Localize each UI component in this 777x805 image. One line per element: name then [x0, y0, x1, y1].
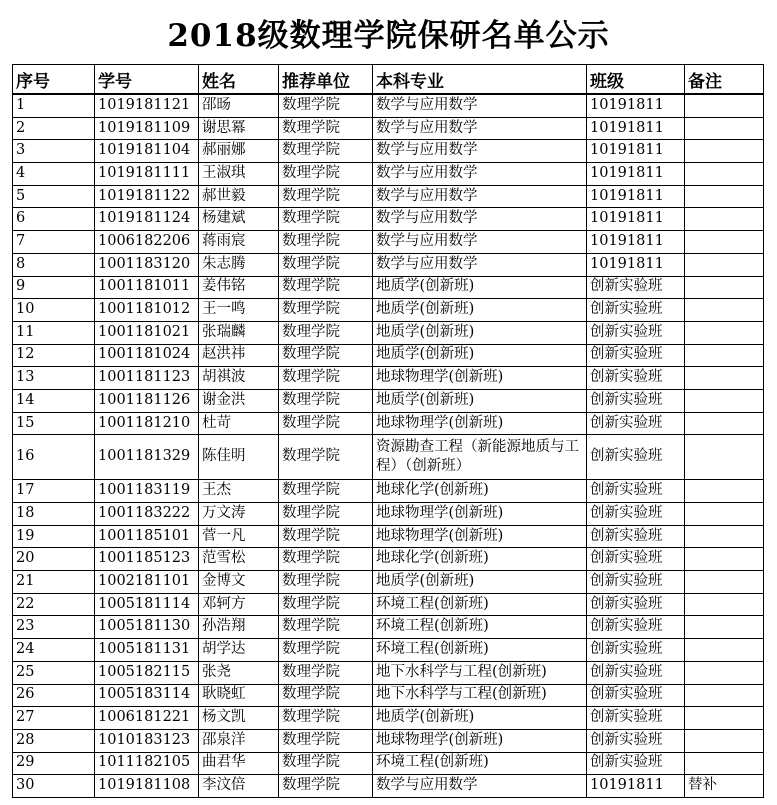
cell-name: 谢金洪: [199, 389, 279, 412]
cell-class: 创新实验班: [587, 321, 685, 344]
header-note: 备注: [685, 65, 764, 95]
cell-seq: 17: [13, 480, 95, 503]
cell-seq: 20: [13, 548, 95, 571]
cell-student-id: 1001181021: [95, 321, 199, 344]
cell-note: [685, 299, 764, 322]
cell-major: 地下水科学与工程(创新班): [373, 684, 587, 707]
cell-class: 创新实验班: [587, 412, 685, 435]
cell-major: 地球物理学(创新班): [373, 412, 587, 435]
table-row: [13, 639, 764, 662]
cell-class: 创新实验班: [587, 593, 685, 616]
cell-seq: 11: [13, 321, 95, 344]
cell-student-id: 1001181123: [95, 367, 199, 390]
cell-name: 邵旸: [199, 94, 279, 117]
cell-note: [685, 480, 764, 503]
cell-unit: 数理学院: [279, 367, 373, 390]
cell-class: 创新实验班: [587, 299, 685, 322]
cell-seq: 29: [13, 752, 95, 775]
cell-note: [685, 525, 764, 548]
cell-student-id: 1010183123: [95, 729, 199, 752]
cell-unit: 数理学院: [279, 616, 373, 639]
cell-unit: 数理学院: [279, 276, 373, 299]
cell-name: 金博文: [199, 571, 279, 594]
cell-seq: 28: [13, 729, 95, 752]
cell-name: 王一鸣: [199, 299, 279, 322]
cell-student-id: 1001183119: [95, 480, 199, 503]
header-unit: 推荐单位: [279, 65, 373, 95]
cell-note: [685, 616, 764, 639]
cell-name: 邓轲方: [199, 593, 279, 616]
cell-student-id: 1005181131: [95, 639, 199, 662]
cell-major: 地质学(创新班): [373, 344, 587, 367]
cell-unit: 数理学院: [279, 412, 373, 435]
cell-major: 地球物理学(创新班): [373, 503, 587, 526]
cell-note: [685, 752, 764, 775]
table-row: [13, 412, 764, 435]
cell-major: 地质学(创新班): [373, 276, 587, 299]
cell-note: [685, 729, 764, 752]
cell-name: 胡祺波: [199, 367, 279, 390]
cell-class: 创新实验班: [587, 639, 685, 662]
cell-name: 朱志腾: [199, 253, 279, 276]
cell-name: 王淑琪: [199, 163, 279, 186]
table-row: [13, 775, 764, 798]
cell-student-id: 1001181012: [95, 299, 199, 322]
table-row: [13, 571, 764, 594]
cell-class: 创新实验班: [587, 684, 685, 707]
cell-seq: 24: [13, 639, 95, 662]
cell-note: [685, 163, 764, 186]
table-row: [13, 208, 764, 231]
cell-seq: 26: [13, 684, 95, 707]
cell-name: 郝丽娜: [199, 140, 279, 163]
cell-class: 创新实验班: [587, 276, 685, 299]
cell-seq: 4: [13, 163, 95, 186]
cell-seq: 15: [13, 412, 95, 435]
cell-name: 杜苛: [199, 412, 279, 435]
cell-class: 创新实验班: [587, 525, 685, 548]
cell-seq: 9: [13, 276, 95, 299]
cell-note: [685, 503, 764, 526]
cell-student-id: 1001181011: [95, 276, 199, 299]
table-row: [13, 661, 764, 684]
cell-name: 邵泉洋: [199, 729, 279, 752]
cell-seq: 7: [13, 231, 95, 254]
cell-seq: 14: [13, 389, 95, 412]
cell-major: 数学与应用数学: [373, 163, 587, 186]
cell-note: [685, 639, 764, 662]
cell-student-id: 1019181111: [95, 163, 199, 186]
cell-unit: 数理学院: [279, 707, 373, 730]
cell-class: 创新实验班: [587, 548, 685, 571]
cell-unit: 数理学院: [279, 117, 373, 140]
cell-student-id: 1019181108: [95, 775, 199, 798]
cell-major: 地质学(创新班): [373, 299, 587, 322]
cell-seq: 30: [13, 775, 95, 798]
cell-major: 数学与应用数学: [373, 185, 587, 208]
cell-unit: 数理学院: [279, 571, 373, 594]
cell-note: [685, 367, 764, 390]
cell-seq: 19: [13, 525, 95, 548]
table-row: [13, 684, 764, 707]
cell-unit: 数理学院: [279, 661, 373, 684]
cell-note: [685, 389, 764, 412]
cell-seq: 5: [13, 185, 95, 208]
cell-class: 创新实验班: [587, 707, 685, 730]
table-row: [13, 367, 764, 390]
cell-class: 创新实验班: [587, 729, 685, 752]
cell-unit: 数理学院: [279, 140, 373, 163]
table-row: [13, 389, 764, 412]
cell-unit: 数理学院: [279, 752, 373, 775]
cell-student-id: 1006181221: [95, 707, 199, 730]
cell-note: [685, 276, 764, 299]
cell-major: 环境工程(创新班): [373, 593, 587, 616]
cell-name: 赵洪祎: [199, 344, 279, 367]
cell-name: 蒋雨宸: [199, 231, 279, 254]
cell-note: [685, 321, 764, 344]
cell-class: 创新实验班: [587, 435, 685, 480]
cell-note: 替补: [685, 775, 764, 798]
cell-note: [685, 412, 764, 435]
cell-unit: 数理学院: [279, 299, 373, 322]
cell-student-id: 1002181101: [95, 571, 199, 594]
cell-major: 地质学(创新班): [373, 707, 587, 730]
cell-class: 创新实验班: [587, 367, 685, 390]
cell-major: 地质学(创新班): [373, 321, 587, 344]
table-row: [13, 321, 764, 344]
cell-note: [685, 661, 764, 684]
cell-seq: 3: [13, 140, 95, 163]
cell-unit: 数理学院: [279, 593, 373, 616]
cell-student-id: 1001181210: [95, 412, 199, 435]
cell-student-id: 1019181104: [95, 140, 199, 163]
table-header-row: [13, 65, 764, 95]
cell-class: 10191811: [587, 253, 685, 276]
cell-student-id: 1006182206: [95, 231, 199, 254]
cell-unit: 数理学院: [279, 344, 373, 367]
cell-student-id: 1019181124: [95, 208, 199, 231]
cell-class: 10191811: [587, 117, 685, 140]
cell-seq: 13: [13, 367, 95, 390]
table-row: [13, 503, 764, 526]
cell-unit: 数理学院: [279, 321, 373, 344]
cell-unit: 数理学院: [279, 435, 373, 480]
cell-unit: 数理学院: [279, 525, 373, 548]
cell-student-id: 1001185101: [95, 525, 199, 548]
cell-student-id: 1005181130: [95, 616, 199, 639]
table-row: [13, 593, 764, 616]
table-row: [13, 94, 764, 117]
cell-student-id: 1001181329: [95, 435, 199, 480]
table-row: [13, 140, 764, 163]
cell-name: 杨文凯: [199, 707, 279, 730]
header-class: 班级: [587, 65, 685, 95]
cell-major: 地下水科学与工程(创新班): [373, 661, 587, 684]
cell-name: 郝世毅: [199, 185, 279, 208]
cell-note: [685, 435, 764, 480]
table-row: [13, 253, 764, 276]
cell-name: 姜伟铭: [199, 276, 279, 299]
cell-unit: 数理学院: [279, 684, 373, 707]
cell-student-id: 1001181024: [95, 344, 199, 367]
table-row: [13, 548, 764, 571]
cell-note: [685, 548, 764, 571]
cell-unit: 数理学院: [279, 480, 373, 503]
cell-note: [685, 344, 764, 367]
cell-major: 地球物理学(创新班): [373, 367, 587, 390]
cell-name: 张瑞麟: [199, 321, 279, 344]
cell-note: [685, 253, 764, 276]
cell-seq: 12: [13, 344, 95, 367]
cell-name: 孙浩翔: [199, 616, 279, 639]
cell-seq: 10: [13, 299, 95, 322]
cell-class: 10191811: [587, 231, 685, 254]
header-student-id: 学号: [95, 65, 199, 95]
table-row: [13, 231, 764, 254]
header-name: 姓名: [199, 65, 279, 95]
cell-name: 张尧: [199, 661, 279, 684]
cell-major: 地球化学(创新班): [373, 548, 587, 571]
cell-major: 数学与应用数学: [373, 117, 587, 140]
cell-class: 创新实验班: [587, 480, 685, 503]
cell-seq: 1: [13, 94, 95, 117]
cell-seq: 25: [13, 661, 95, 684]
table-row: [13, 525, 764, 548]
cell-class: 创新实验班: [587, 389, 685, 412]
cell-name: 谢思冪: [199, 117, 279, 140]
cell-name: 王杰: [199, 480, 279, 503]
table-row: [13, 435, 764, 480]
cell-unit: 数理学院: [279, 729, 373, 752]
cell-major: 数学与应用数学: [373, 94, 587, 117]
cell-unit: 数理学院: [279, 775, 373, 798]
cell-note: [685, 684, 764, 707]
cell-student-id: 1019181122: [95, 185, 199, 208]
cell-major: 地球物理学(创新班): [373, 729, 587, 752]
cell-name: 李汶倍: [199, 775, 279, 798]
cell-major: 地球物理学(创新班): [373, 525, 587, 548]
cell-student-id: 1001183120: [95, 253, 199, 276]
cell-note: [685, 231, 764, 254]
cell-note: [685, 571, 764, 594]
cell-major: 地质学(创新班): [373, 389, 587, 412]
cell-class: 创新实验班: [587, 571, 685, 594]
cell-name: 杨建斌: [199, 208, 279, 231]
cell-class: 10191811: [587, 94, 685, 117]
cell-major: 数学与应用数学: [373, 253, 587, 276]
cell-major: 环境工程(创新班): [373, 639, 587, 662]
cell-class: 10191811: [587, 163, 685, 186]
cell-major: 地质学(创新班): [373, 571, 587, 594]
cell-unit: 数理学院: [279, 163, 373, 186]
cell-note: [685, 208, 764, 231]
table-row: [13, 276, 764, 299]
cell-student-id: 1001185123: [95, 548, 199, 571]
cell-class: 创新实验班: [587, 661, 685, 684]
cell-name: 曲君华: [199, 752, 279, 775]
cell-student-id: 1001183222: [95, 503, 199, 526]
cell-seq: 22: [13, 593, 95, 616]
cell-name: 胡学达: [199, 639, 279, 662]
cell-major: 资源勘查工程（新能源地质与工程）（创新班）: [373, 435, 587, 480]
cell-seq: 6: [13, 208, 95, 231]
cell-major: 环境工程(创新班): [373, 616, 587, 639]
cell-seq: 2: [13, 117, 95, 140]
cell-seq: 21: [13, 571, 95, 594]
recommendation-table: [12, 64, 764, 798]
cell-class: 创新实验班: [587, 344, 685, 367]
cell-unit: 数理学院: [279, 639, 373, 662]
cell-note: [685, 707, 764, 730]
table-row: [13, 185, 764, 208]
cell-unit: 数理学院: [279, 231, 373, 254]
cell-student-id: 1005182115: [95, 661, 199, 684]
cell-note: [685, 593, 764, 616]
cell-note: [685, 140, 764, 163]
cell-class: 10191811: [587, 140, 685, 163]
cell-unit: 数理学院: [279, 548, 373, 571]
cell-major: 环境工程(创新班): [373, 752, 587, 775]
table-row: [13, 299, 764, 322]
cell-seq: 16: [13, 435, 95, 480]
cell-student-id: 1005181114: [95, 593, 199, 616]
cell-name: 范雪松: [199, 548, 279, 571]
cell-class: 创新实验班: [587, 616, 685, 639]
cell-student-id: 1001181126: [95, 389, 199, 412]
table-row: [13, 729, 764, 752]
cell-note: [685, 94, 764, 117]
cell-name: 菅一凡: [199, 525, 279, 548]
cell-student-id: 1019181109: [95, 117, 199, 140]
table-row: [13, 616, 764, 639]
cell-name: 耿晓虹: [199, 684, 279, 707]
cell-unit: 数理学院: [279, 94, 373, 117]
cell-major: 数学与应用数学: [373, 775, 587, 798]
table-row: [13, 480, 764, 503]
cell-note: [685, 185, 764, 208]
table-row: [13, 752, 764, 775]
cell-class: 10191811: [587, 185, 685, 208]
cell-unit: 数理学院: [279, 503, 373, 526]
cell-student-id: 1019181121: [95, 94, 199, 117]
cell-class: 创新实验班: [587, 503, 685, 526]
cell-major: 地球化学(创新班): [373, 480, 587, 503]
cell-seq: 18: [13, 503, 95, 526]
cell-unit: 数理学院: [279, 185, 373, 208]
cell-class: 10191811: [587, 775, 685, 798]
cell-unit: 数理学院: [279, 253, 373, 276]
table-row: [13, 344, 764, 367]
table-row: [13, 163, 764, 186]
cell-class: 10191811: [587, 208, 685, 231]
page-title: 2018级数理学院保研名单公示: [167, 18, 610, 54]
cell-name: 陈佳明: [199, 435, 279, 480]
cell-seq: 23: [13, 616, 95, 639]
cell-major: 数学与应用数学: [373, 208, 587, 231]
cell-seq: 27: [13, 707, 95, 730]
table-row: [13, 707, 764, 730]
cell-unit: 数理学院: [279, 208, 373, 231]
table-row: [13, 117, 764, 140]
cell-student-id: 1011182105: [95, 752, 199, 775]
cell-name: 万文涛: [199, 503, 279, 526]
cell-major: 数学与应用数学: [373, 231, 587, 254]
cell-class: 创新实验班: [587, 752, 685, 775]
header-seq: 序号: [13, 65, 95, 95]
header-major: 本科专业: [373, 65, 587, 95]
table-body: [13, 94, 764, 797]
cell-unit: 数理学院: [279, 389, 373, 412]
cell-seq: 8: [13, 253, 95, 276]
cell-major: 数学与应用数学: [373, 140, 587, 163]
cell-note: [685, 117, 764, 140]
cell-student-id: 1005183114: [95, 684, 199, 707]
